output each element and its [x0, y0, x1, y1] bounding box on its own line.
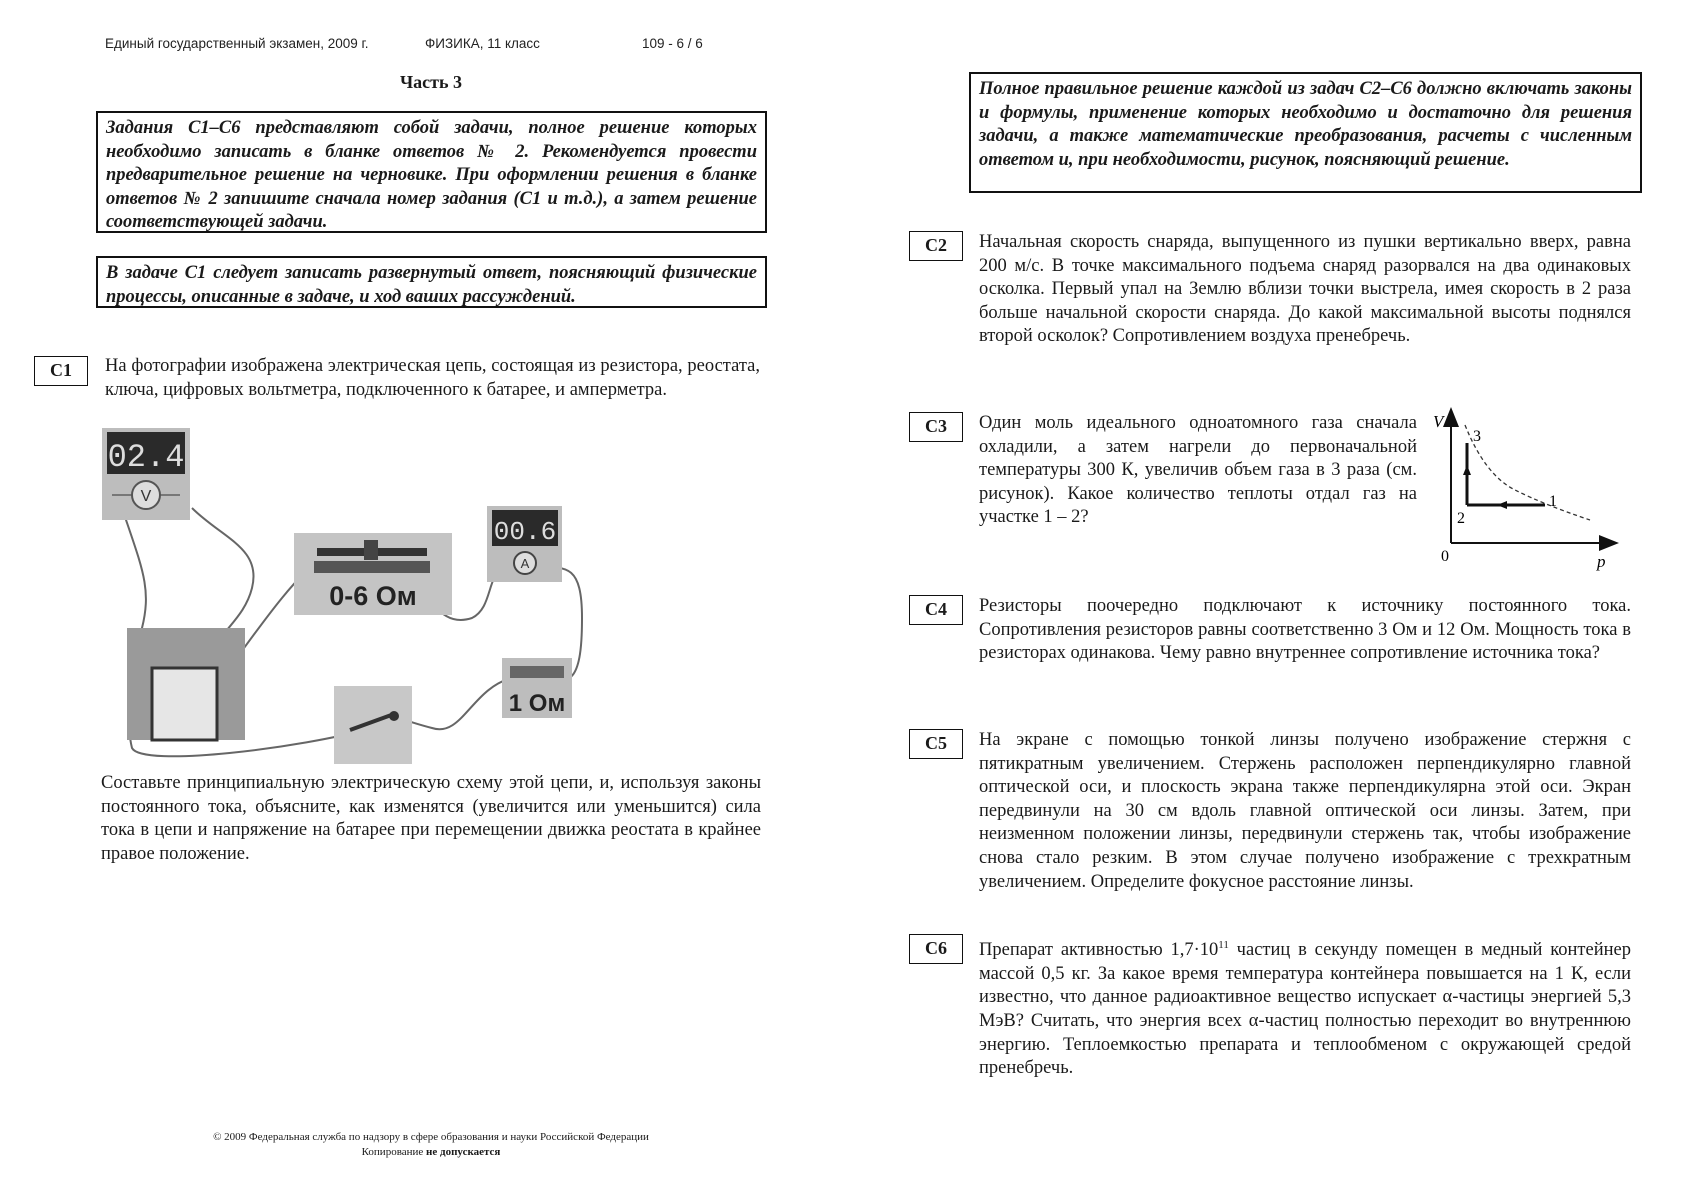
c6-exponent: 11: [1218, 939, 1229, 951]
ammeter-symbol: A: [520, 556, 530, 571]
header-subject: ФИЗИКА, 11 класс: [425, 36, 540, 51]
battery: [127, 628, 245, 740]
task-c1-text: На фотографии изображена электрическая цепь, состоящая из резистора, реостата, ключа, цифровых вольтметра, подключенного к батарее, и амперметра.: [105, 356, 760, 400]
task-label-c2: С2: [909, 231, 963, 261]
task-label-c4: С4: [909, 595, 963, 625]
header-page: 109 - 6 / 6: [642, 36, 703, 51]
task-label-c5: С5: [909, 729, 963, 759]
p-axis-label: p: [1597, 552, 1606, 571]
instructions-box-3: Полное правильное решение каждой из задач С2–С6 должно включать законы и формулы, применение которых необходимо и достаточно для решения задачи, а также математические преобразования, расчеты с численным ответом и, при необходимости, рисунок, поясняющий решение.: [969, 72, 1642, 193]
task-c6-text: [979, 934, 1631, 1081]
task-label-c3: С3: [909, 412, 963, 442]
rheostat-label: 0-6 Ом: [329, 581, 417, 611]
footer-copying: [0, 1145, 862, 1160]
task-c5-text: На экране с помощью тонкой линзы получено изображение стержня с пятикратным увеличением. Стержень расположен перпендикулярно главной оптической оси, и плоскость экрана также перпендикулярна этой оси. Экран передвинули на 30 см вдоль главной оптической оси линзы. Затем, при неизменном положении линзы, передвинули стержень так, чтобы изображение снова стало резким. В этом случае получено изображение с трехкратным увеличением. Определите фокусное расстояние линзы.: [979, 730, 1631, 892]
resistor: [502, 658, 572, 718]
footer-copying-prefix: Копирование: [361, 1146, 427, 1158]
rheostat: [294, 533, 452, 615]
task-label-c1: С1: [34, 356, 88, 386]
instructions-box-1: Задания С1–С6 представляют собой задачи, полное решение которых необходимо записать в бланке ответов № 2. Рекомендуется провести предварительное решение на черновике. При оформлении решения в бланке ответов № 2 запишите сначала номер задания (С1 и т.д.), а затем решение соответствующей задачи.: [96, 111, 767, 233]
point-3-label: 3: [1473, 428, 1481, 445]
voltmeter-symbol: V: [140, 488, 152, 505]
task-c4-text: Резисторы поочередно подключают к источнику постоянного тока. Сопротивления резисторов равны соответственно 3 Ом и 12 Ом. Мощность тока в резисторах одинакова. Чему равно внутреннее сопротивление источника тока?: [979, 596, 1631, 664]
task-c1-question: Составьте принципиальную электрическую схему этой цепи, и, используя законы постоянного тока, объясните, как изменятся (увеличится или уменьшится) сила тока в цепи и напряжение на батарее при перемещении движка реостата в крайнее правое положение.: [101, 773, 761, 864]
circuit-photo: [102, 428, 632, 764]
c6-text-start: Препарат активностью 1,7·10: [979, 940, 1219, 961]
task-c3-text: Один моль идеального одноатомного газа сначала охладили, а затем нагрели до первоначальной температуры 300 К, увеличив объем газа в 3 раза (см. рисунок). Какое количество теплоты отдал газ на участке 1 – 2?: [979, 413, 1417, 528]
switch: [334, 686, 412, 764]
task-c2-text: Начальная скорость снаряда, выпущенного из пушки вертикально вверх, равна 200 м/с. В точке максимального подъема снаряд разорвался на два одинаковых осколка. Первый упал на Землю вблизи точки выстрела, имея скорость в 2 раза больше начальной скорости снаряда. До какой максимальной высоты поднялся второй осколок? Сопротивлением воздуха пренебречь.: [979, 232, 1631, 347]
point-2-label: 2: [1457, 510, 1465, 527]
origin-label: 0: [1441, 548, 1449, 565]
footer: [0, 1130, 862, 1160]
c6-text-end: частиц в секунду помещен в медный контейнер массой 0,5 кг. За какое время температура контейнера повышается на 1 К, если известно, что данное радиоактивное вещество испускает α-частицы энергией 5,3 МэВ? Считать, что энергия всех α-частиц полностью переходит во внутреннюю энергию. Теплоемкостью препарата и теплообменом с окружающей средой пренебречь.: [979, 940, 1631, 1079]
task-label-c6: С6: [909, 934, 963, 964]
part-title: Часть 3: [399, 72, 463, 92]
header-exam: Единый государственный экзамен, 2009 г.: [105, 36, 369, 51]
voltmeter-reading: 02.4: [107, 439, 185, 476]
ammeter: [487, 506, 562, 582]
footer-copying-bold: не допускается: [426, 1146, 501, 1158]
instructions-box-2: В задаче С1 следует записать развернутый ответ, поясняющий физические процессы, описанные в задаче, и ход ваших рассуждений.: [96, 256, 767, 308]
point-1-label: 1: [1549, 493, 1557, 510]
resistor-label: 1 Ом: [508, 690, 566, 717]
v-axis-label: V: [1433, 412, 1444, 431]
ammeter-reading: 00.6: [493, 517, 557, 547]
pv-graph: [1425, 405, 1625, 575]
footer-copyright: © 2009 Федеральная служба по надзору в сфере образования и науки Российской Федерации: [213, 1131, 649, 1143]
voltmeter: [102, 428, 190, 520]
